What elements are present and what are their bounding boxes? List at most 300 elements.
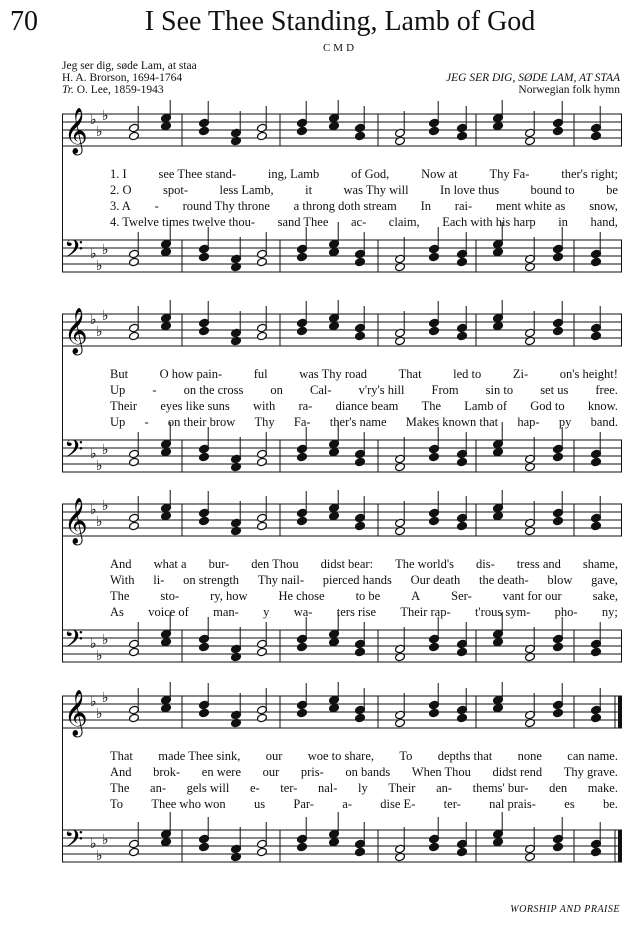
note-head [429,708,440,718]
lyric-syllable: y [263,605,270,619]
note-head [161,121,172,131]
note-head [329,247,340,257]
lyric-syllable: The world's [395,557,454,571]
note-head [355,131,366,141]
lyric-syllable: hap- [517,415,540,429]
flat-sign: ♭ [90,112,97,128]
note-head [329,637,340,647]
lyric-syllable: ly [358,781,368,795]
note-head [429,452,440,462]
note-head [457,521,468,531]
lyric-line-verse-2 [62,182,624,198]
lyric-syllable: And [110,765,132,779]
note-head [199,708,210,718]
lyric-syllable: 3. A [110,199,131,213]
flat-sign: ♭ [102,242,109,258]
note-head [553,252,564,262]
lyric-syllable: in [558,215,568,229]
note-head [199,126,210,136]
flat-sign: ♭ [90,636,97,652]
lyric-syllable: led to [453,367,482,381]
lyric-syllable: ter- [443,797,461,811]
flat-sign: ♭ [90,246,97,262]
flat-sign: ♭ [90,312,97,328]
lyric-syllable: less Lamb, [219,183,274,197]
lyric-syllable: sto- [160,589,180,603]
flat-sign: ♭ [102,632,109,648]
lyric-syllable: Ser- [451,589,472,603]
lyric-syllable: woe to share, [307,749,375,763]
translator: O. Lee, 1859-1943 [76,84,164,96]
note-head [493,321,504,331]
flat-sign: ♭ [96,258,103,274]
lyric-syllable: v'ry's hill [358,383,405,397]
note-head [429,252,440,262]
lyric-syllable: dis- [475,557,495,571]
lyric-syllable: ther's right; [561,167,618,181]
note-head [199,516,210,526]
lyric-syllable: none [517,749,542,763]
note-head [493,837,504,847]
treble-clef: 𝄞 [64,308,88,354]
lyric-syllable: nal prais- [489,797,536,811]
note-head [257,457,268,467]
lyric-syllable: Thy Fa- [489,167,530,181]
note-head [297,708,308,718]
lyric-syllable: made Thee sink, [158,749,241,763]
lyric-syllable: That [398,367,422,381]
lyric-syllable: brok- [153,765,181,779]
lyric-syllable: With [110,573,135,587]
note-head [257,131,268,141]
note-head [355,521,366,531]
note-head [297,452,308,462]
note-head [591,647,602,657]
note-head [257,847,268,857]
flat-sign: ♭ [90,836,97,852]
lyric-syllable: - [152,383,157,397]
note-head [129,331,140,341]
lyric-syllable: shame, [582,557,618,571]
lyric-syllable: - [154,199,159,213]
note-head [355,713,366,723]
treble-clef: 𝄞 [64,498,88,544]
lyric-syllable: didst rend [492,765,543,779]
note-head [129,647,140,657]
lyric-syllable: ing, Lamb [267,167,320,181]
note-head [553,708,564,718]
note-head [429,642,440,652]
note-head [457,847,468,857]
note-head [591,257,602,267]
lyric-line-verse-1 [62,748,624,764]
note-head [329,511,340,521]
lyric-syllable: blow [547,573,573,587]
lyric-line-verse-1 [62,366,624,382]
lyric-syllable: Thee who won [151,797,226,811]
flat-sign: ♭ [96,458,103,474]
lyric-syllable: see Thee stand- [158,167,237,181]
translator-line [62,84,197,96]
lyric-syllable: Up [110,415,126,429]
note-head [257,257,268,267]
bass-clef: 𝄢 [64,825,84,860]
flat-sign: ♭ [96,848,103,864]
lyric-syllable: Makes known that [405,415,499,429]
note-head [199,642,210,652]
lyric-syllable: den Thou [251,557,299,571]
lyric-syllable: pris- [300,765,324,779]
author: H. A. Brorson, 1694-1764 [62,72,183,84]
lyric-syllable: free. [595,383,618,397]
lyric-syllable: sin to [485,383,514,397]
note-head [297,842,308,852]
note-head [297,642,308,652]
lyric-syllable: The [421,399,442,413]
lyric-line-verse-4 [62,414,624,430]
lyric-syllable: rai- [454,199,473,213]
note-head [129,457,140,467]
lyric-syllable: a throng doth stream [293,199,397,213]
lyric-syllable: pierced hands [322,573,392,587]
bass-clef: 𝄢 [64,625,84,660]
note-head [297,516,308,526]
flat-sign: ♭ [96,514,103,530]
hymn-number: 70 [10,6,38,37]
note-head [429,842,440,852]
lyric-syllable: pho- [554,605,578,619]
note-head [591,331,602,341]
lyric-syllable: Our death [410,573,461,587]
lyric-syllable: ters rise [336,605,376,619]
lyric-syllable: make. [587,781,618,795]
note-head [355,331,366,341]
flat-sign: ♭ [90,502,97,518]
lyric-syllable: 1. I [110,167,127,181]
lyric-syllable: O how pain- [159,367,223,381]
bass-clef: 𝄢 [64,435,84,470]
lyric-syllable: en were [201,765,242,779]
lyric-syllable: ny; [601,605,618,619]
note-head [297,126,308,136]
note-head [355,257,366,267]
note-head [457,713,468,723]
note-head [457,331,468,341]
lyric-line-verse-1 [62,556,624,572]
note-head [493,121,504,131]
lyric-line-verse-2 [62,764,624,780]
lyric-syllable: voice of [148,605,189,619]
tune-name: JEG SER DIG, SØDE LAM, AT STAA [446,72,620,84]
note-head [161,703,172,713]
note-head [493,511,504,521]
lyric-syllable: wa- [293,605,313,619]
note-head [129,131,140,141]
note-head [161,447,172,457]
music-system-3 [62,490,624,670]
note-head [457,457,468,467]
lyric-syllable: es [564,797,575,811]
lyric-syllable: on strength [183,573,240,587]
tune-credits [446,72,620,96]
flat-sign: ♭ [96,124,103,140]
lyric-syllable: us [253,797,266,811]
note-head [161,637,172,647]
lyrics-block-1 [62,166,624,230]
lyric-line-verse-4 [62,604,624,620]
lyric-syllable: our [262,765,280,779]
lyric-syllable: Fa- [293,415,311,429]
note-head [493,637,504,647]
lyric-syllable: Thy nail- [257,573,304,587]
lyric-syllable: He chose [278,589,325,603]
note-head [553,842,564,852]
treble-clef: 𝄞 [64,108,88,154]
note-head [199,326,210,336]
lyric-syllable: an- [436,781,453,795]
note-head [429,126,440,136]
flat-sign: ♭ [102,108,109,124]
lyric-syllable: sand Thee [277,215,329,229]
lyric-syllable: And [110,557,132,571]
lyric-syllable: When Thou [411,765,471,779]
note-head [129,847,140,857]
lyric-syllable: man- [213,605,239,619]
note-head [257,713,268,723]
lyric-syllable: ac- [350,215,367,229]
lyric-syllable: didst bear: [320,557,374,571]
lyric-line-verse-2 [62,382,624,398]
lyric-syllable: Their [388,781,416,795]
flat-sign: ♭ [102,498,109,514]
note-head [329,447,340,457]
flat-sign: ♭ [102,442,109,458]
meter: CMD [322,42,358,54]
note-head [553,516,564,526]
lyric-syllable: nal- [318,781,338,795]
note-head [553,452,564,462]
lyric-line-verse-3 [62,198,624,214]
lyric-syllable: with [252,399,276,413]
lyric-syllable: on's height! [559,367,618,381]
lyric-syllable: God to [530,399,565,413]
lyric-syllable: of God, [351,167,390,181]
lyric-syllable: ra- [298,399,313,413]
lyric-syllable: A [411,589,421,603]
lyric-syllable: Lamb of [464,399,507,413]
lyric-syllable: To [110,797,124,811]
note-head [297,326,308,336]
lyric-syllable: Their [110,399,138,413]
note-head [429,516,440,526]
lyric-syllable: e- [249,781,260,795]
note-head [329,837,340,847]
lyric-syllable: ter- [280,781,298,795]
music-system-1 [62,100,624,280]
flat-sign: ♭ [102,690,109,706]
lyric-syllable: it [305,183,313,197]
translator-prefix: Tr. [62,84,74,96]
lyric-syllable: set us [540,383,569,397]
lyric-line-verse-4 [62,214,624,230]
note-head [591,521,602,531]
original-title: Jeg ser dig, søde Lam, at staa [62,60,197,72]
note-head [457,257,468,267]
lyric-syllable: sake, [592,589,618,603]
note-head [591,847,602,857]
lyric-syllable: gels will [186,781,230,795]
lyric-syllable: round Thy throne [182,199,270,213]
lyric-syllable: ful [253,367,268,381]
lyric-syllable: From [431,383,459,397]
lyric-syllable: depths that [437,749,493,763]
lyrics-block-3 [62,556,624,620]
lyric-syllable: That [110,749,133,763]
lyric-syllable: ther's name [329,415,387,429]
note-head [457,647,468,657]
flat-sign: ♭ [96,324,103,340]
lyric-syllable: - [144,415,149,429]
hymn-title: I See Thee Standing, Lamb of God [144,6,536,37]
flat-sign: ♭ [90,694,97,710]
treble-clef: 𝄞 [64,690,88,736]
note-head [355,647,366,657]
note-head [129,713,140,723]
note-head [355,457,366,467]
lyric-syllable: the death- [479,573,529,587]
lyric-line-verse-4 [62,796,624,812]
note-head [591,457,602,467]
lyric-syllable: But [110,367,129,381]
note-head [257,521,268,531]
lyric-syllable: Their rap- [400,605,451,619]
music-system-4 [62,682,624,872]
note-head [161,837,172,847]
note-head [161,247,172,257]
note-head [199,252,210,262]
lyric-syllable: claim, [388,215,420,229]
note-head [553,642,564,652]
lyric-syllable: tress and [516,557,561,571]
flat-sign: ♭ [96,648,103,664]
lyric-syllable: an- [150,781,167,795]
flat-sign: ♭ [90,446,97,462]
lyric-syllable: thems' bur- [472,781,529,795]
lyric-syllable: eyes like suns [160,399,230,413]
lyrics-block-2 [62,366,624,430]
note-head [493,447,504,457]
lyric-syllable: vant for our [502,589,562,603]
lyric-line-verse-3 [62,780,624,796]
lyric-line-verse-3 [62,588,624,604]
lyric-syllable: The [110,781,130,795]
lyric-syllable: py [558,415,572,429]
note-head [329,121,340,131]
lyric-syllable: bound to [530,183,575,197]
lyric-syllable: gave, [591,573,618,587]
bass-clef: 𝄢 [64,235,84,270]
final-barline-thick [618,696,622,728]
note-head [257,331,268,341]
lyric-syllable: ry, how [210,589,248,603]
lyric-syllable: spot- [163,183,188,197]
note-head [161,321,172,331]
lyric-syllable: on the cross [183,383,244,397]
note-head [257,647,268,657]
lyric-syllable: Thy grave. [563,765,618,779]
note-head [457,131,468,141]
music-system-2 [62,300,624,480]
lyric-syllable: In love thus [440,183,500,197]
lyric-syllable: t'rous sym- [474,605,531,619]
note-head [553,326,564,336]
lyric-line-verse-2 [62,572,624,588]
section-label: WORSHIP AND PRAISE [510,904,620,915]
tune-source: Norwegian folk hymn [518,84,620,96]
flat-sign: ♭ [96,706,103,722]
note-head [493,703,504,713]
lyric-syllable: Up [110,383,126,397]
lyric-syllable: 4. Twelve times twelve thou- [110,215,256,229]
lyric-syllable: Now at [421,167,458,181]
note-head [429,326,440,336]
note-head [591,131,602,141]
lyric-syllable: be. [603,797,618,811]
note-head [129,521,140,531]
lyric-syllable: hand, [590,215,618,229]
lyric-syllable: The [110,589,130,603]
lyric-syllable: 2. O [110,183,132,197]
lyric-syllable: ment white as [495,199,566,213]
flat-sign: ♭ [102,832,109,848]
lyric-syllable: on their brow [167,415,236,429]
lyric-syllable: dise E- [380,797,416,811]
lyric-syllable: li- [153,573,165,587]
note-head [329,703,340,713]
lyric-syllable: Cal- [309,383,332,397]
note-head [199,452,210,462]
lyric-syllable: a- [342,797,352,811]
lyric-syllable: know. [587,399,618,413]
lyric-syllable: band. [590,415,618,429]
note-head [161,511,172,521]
lyric-syllable: on bands [345,765,391,779]
lyric-syllable: To [399,749,413,763]
note-head [553,126,564,136]
lyric-syllable: Each with his harp [442,215,536,229]
lyric-syllable: diance beam [335,399,399,413]
lyric-syllable: be [606,183,618,197]
lyrics-block-4 [62,748,624,812]
lyric-syllable: can name. [567,749,618,763]
lyric-line-verse-3 [62,398,624,414]
lyric-line-verse-1 [62,166,624,182]
lyric-syllable: In [420,199,431,213]
flat-sign: ♭ [102,308,109,324]
note-head [199,842,210,852]
text-credits [62,60,197,96]
lyric-syllable: was Thy road [299,367,368,381]
lyric-syllable: was Thy will [343,183,409,197]
note-head [591,713,602,723]
lyric-syllable: Thy [254,415,275,429]
note-head [329,321,340,331]
lyric-syllable: snow, [589,199,618,213]
note-head [355,847,366,857]
lyric-syllable: bur- [208,557,230,571]
note-head [129,257,140,267]
note-head [493,247,504,257]
